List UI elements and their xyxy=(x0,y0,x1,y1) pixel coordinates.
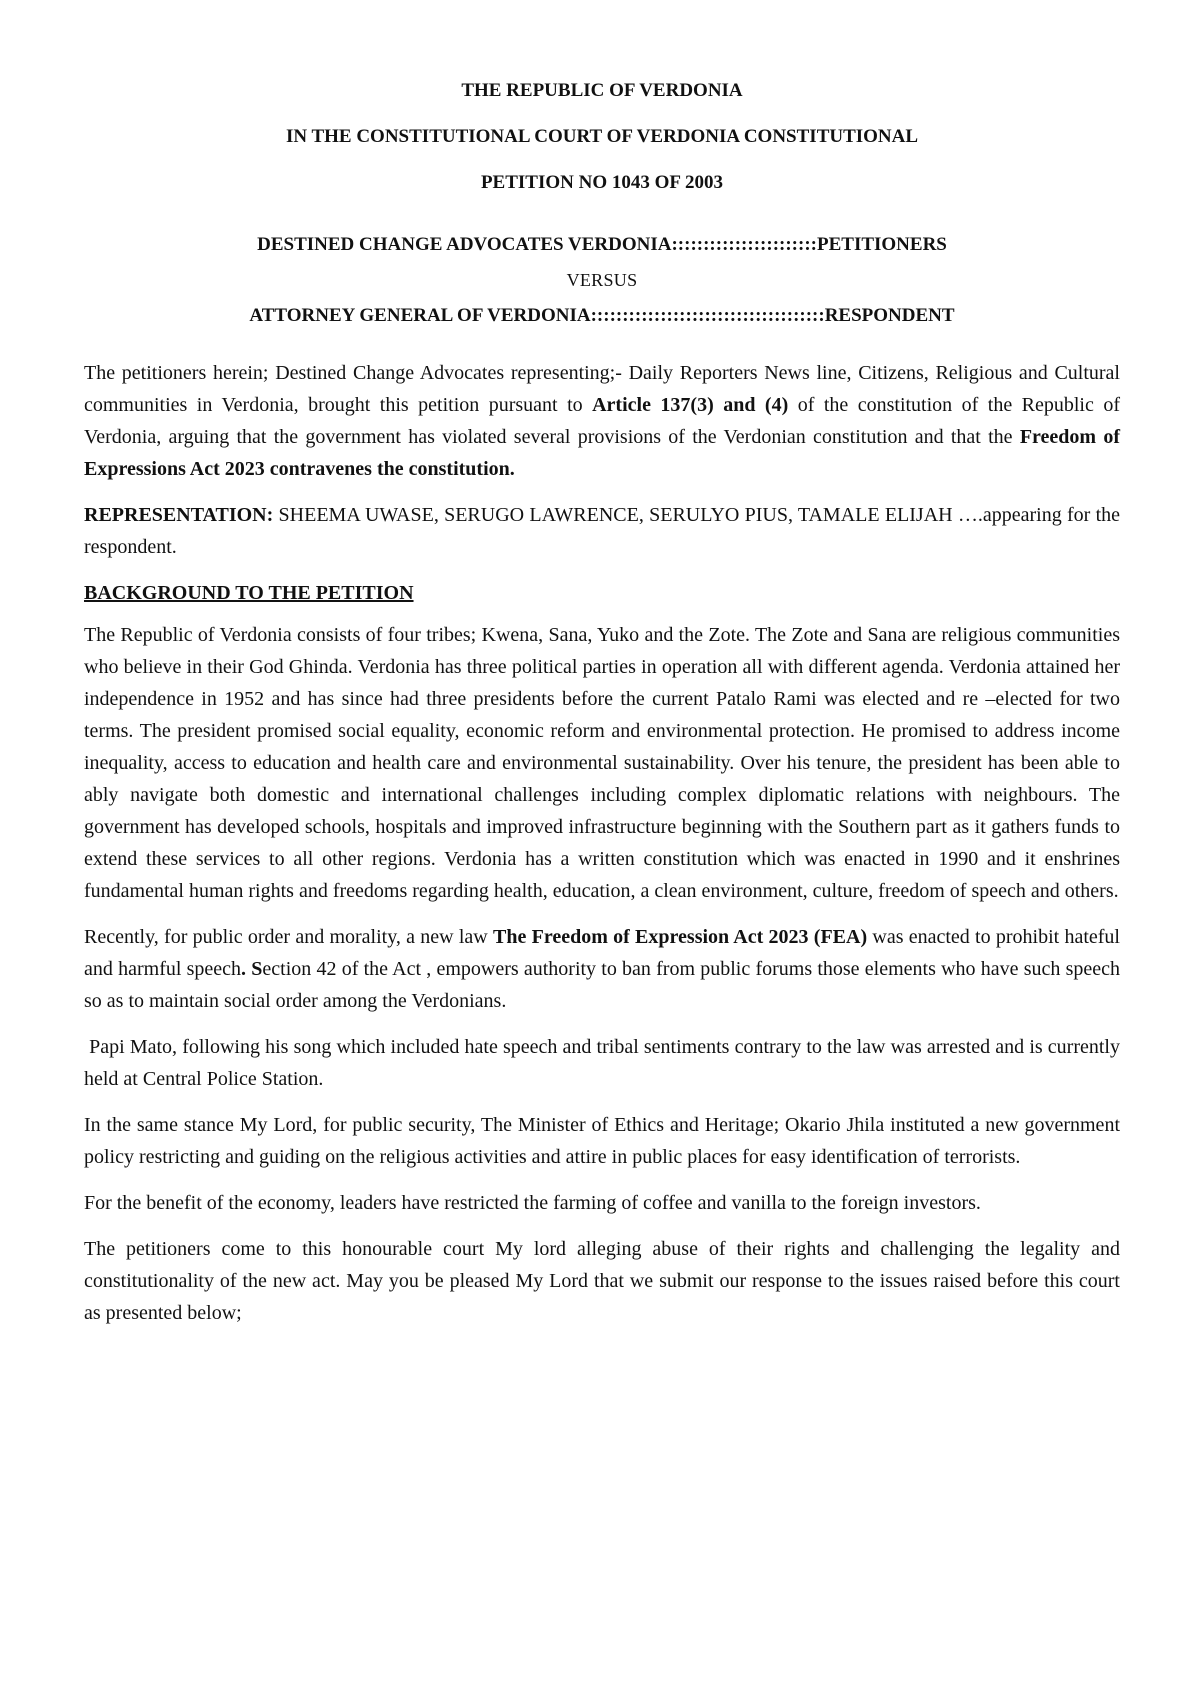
p2-text-2: was enacted to prohibit hateful and harmful speech xyxy=(84,926,1120,980)
p2-bold-s: . S xyxy=(241,958,263,980)
p2-bold-act: The Freedom of Expression Act 2023 (FEA) xyxy=(493,926,868,948)
p2-text-3: ection 42 of the Act , empowers authority to ban from public forums those elements who have such speech so as to maintain social order among the Verdonians. xyxy=(84,958,1120,1012)
intro-text-1: The petitioners herein; Destined Change Advocates representing;- Daily Reporters News line, Citizens, Religious and Cultural communities in Verdonia, brought this petition pursuant to xyxy=(84,362,1120,416)
representation-text: SHEEMA UWASE, SERUGO LAWRENCE, SERULYO PIUS, TAMALE ELIJAH ….appearing for the respondent. xyxy=(84,504,1120,558)
court-country-title: THE REPUBLIC OF VERDONIA xyxy=(461,80,743,101)
intro-bold-act: Freedom of Expressions Act 2023 contravenes the constitution. xyxy=(84,426,1121,480)
court-name-title: IN THE CONSTITUTIONAL COURT OF VERDONIA CONSTITUTIONAL xyxy=(285,126,919,147)
background-paragraph-3: Papi Mato, following his song which included hate speech and tribal sentiments contrary to the law was arrested and is currently held at Central Police Station. xyxy=(84,1036,1125,1090)
p2-text-1: Recently, for public order and morality, a new law xyxy=(84,926,494,948)
background-paragraph-4: In the same stance My Lord, for public security, The Minister of Ethics and Heritage; Okario Jhila instituted a new government policy restricting and guiding on the religious activities and attire in public places for easy identification of terrorists. xyxy=(84,1114,1120,1168)
representation-paragraph xyxy=(84,499,1120,563)
intro-paragraph xyxy=(84,357,1120,485)
respondent-line: ATTORNEY GENERAL OF VERDONIA:::::::::::::::::::::::::::::::::::::RESPONDENT xyxy=(249,305,955,326)
background-paragraph-6: The petitioners come to this honourable court My lord alleging abuse of their rights and challenging the legality and constitutionality of the new act. May you be pleased My Lord that we submit our response to the issues raised before this court as presented below; xyxy=(84,1238,1120,1324)
background-heading: BACKGROUND TO THE PETITION xyxy=(84,582,414,604)
petition-number: PETITION NO 1043 OF 2003 xyxy=(480,172,724,193)
background-paragraph-2 xyxy=(84,921,1120,1017)
intro-bold-article: Article 137(3) and (4) xyxy=(592,394,789,416)
versus-line: VERSUS xyxy=(566,270,638,290)
intro-text-2: of the constitution of the Republic of Verdonia, arguing that the government has violated several provisions of the Verdonian constitution and that the xyxy=(84,394,1120,448)
petitioners-line: DESTINED CHANGE ADVOCATES VERDONIA:::::::::::::::::::::::PETITIONERS xyxy=(257,234,947,255)
background-paragraph-1: The Republic of Verdonia consists of four tribes; Kwena, Sana, Yuko and the Zote. The Zote and Sana are religious communities who believe in their God Ghinda. Verdonia has three political parties in operation all with different agenda. Verdonia attained her independence in 1952 and has since had three presidents before the current Patalo Rami was elected and re –elected for two terms. The president promised social equality, economic reform and environmental protection. He promised to address income inequality, access to education and health care and environmental sustainability. Over his tenure, the president has been able to ably navigate both domestic and international challenges including complex diplomatic relations with neighbours. The government has developed schools, hospitals and improved infrastructure beginning with the Southern part as it gathers funds to extend these services to all other regions. Verdonia has a written constitution which was enacted in 1990 and it enshrines fundamental human rights and freedoms regarding health, education, a clean environment, culture, freedom of speech and others. xyxy=(84,624,1120,902)
background-paragraph-5: For the benefit of the economy, leaders have restricted the farming of coffee and vanilla to the foreign investors. xyxy=(84,1192,981,1214)
representation-label: REPRESENTATION: xyxy=(84,504,274,526)
document-body xyxy=(84,74,1125,1343)
